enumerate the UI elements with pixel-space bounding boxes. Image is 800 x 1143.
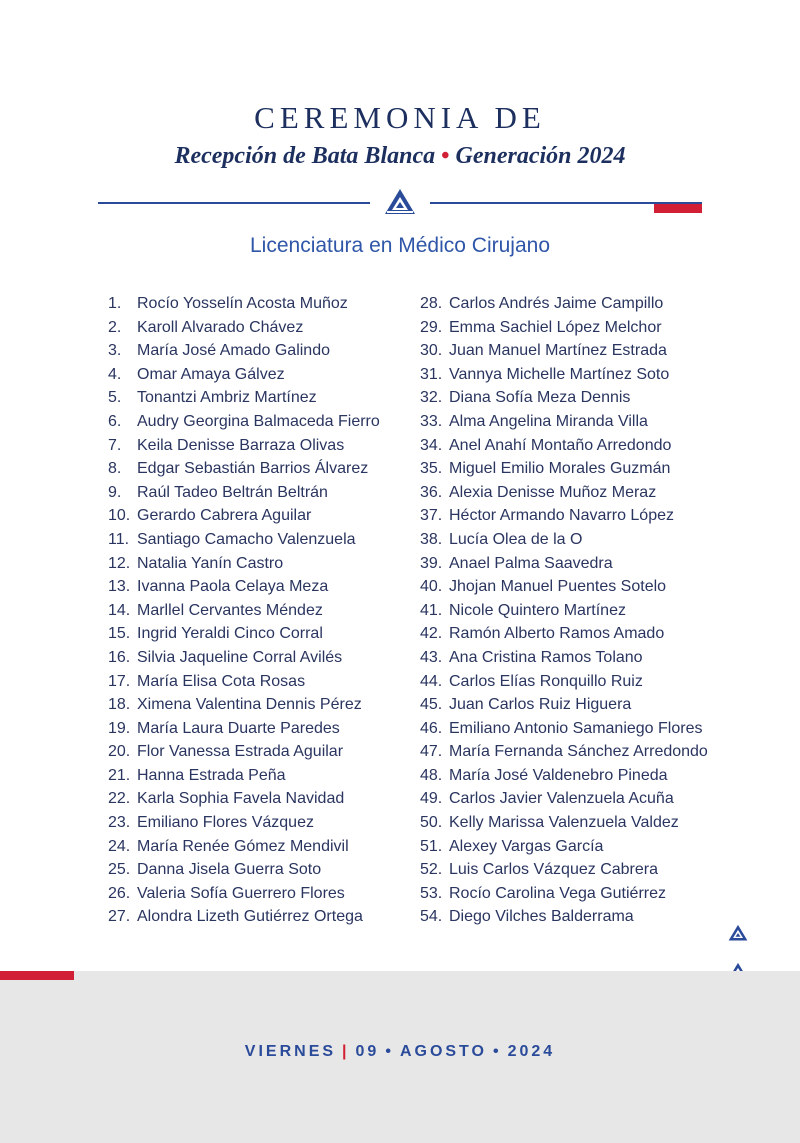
graduate-list-item — [108, 858, 380, 882]
graduate-name: Edgar Sebastián Barrios Álvarez — [137, 460, 369, 478]
graduate-list-item — [420, 457, 708, 481]
graduate-number: 46. — [420, 719, 443, 737]
date-month: AGOSTO — [399, 1043, 487, 1060]
graduate-list-item — [420, 693, 708, 717]
graduate-name: Emiliano Flores Vázquez — [137, 814, 314, 832]
graduate-name: Héctor Armando Navarro López — [449, 507, 674, 525]
graduate-list-item — [108, 528, 380, 552]
graduate-name: Emma Sachiel López Melchor — [449, 318, 662, 336]
graduate-number: 32. — [420, 389, 443, 407]
graduate-number: 50. — [420, 814, 443, 832]
date-separator-dot: • — [385, 1043, 394, 1060]
ceremony-subtitle — [0, 140, 800, 172]
graduate-list-item — [420, 410, 708, 434]
graduate-list-item — [108, 670, 380, 694]
graduate-number: 13. — [108, 578, 131, 596]
graduate-list-item — [108, 481, 380, 505]
graduate-number: 35. — [420, 460, 443, 478]
graduate-number: 38. — [420, 530, 443, 548]
graduate-list-item — [420, 481, 708, 505]
graduate-list-item — [420, 905, 708, 929]
graduate-list-item — [420, 552, 708, 576]
graduate-name: Ana Cristina Ramos Tolano — [449, 648, 643, 666]
graduate-number: 7. — [108, 436, 122, 454]
subtitle-event: Recepción de Bata Blanca — [174, 143, 436, 169]
graduate-number: 33. — [420, 412, 443, 430]
subtitle-generation: Generación 2024 — [455, 143, 626, 169]
graduate-number: 19. — [108, 719, 131, 737]
graduate-list-item — [420, 339, 708, 363]
graduate-name: María Elisa Cota Rosas — [137, 672, 306, 690]
graduate-list-item — [420, 599, 708, 623]
graduate-list-item — [108, 787, 380, 811]
program-name: Licenciatura en Médico Cirujano — [250, 234, 550, 257]
graduate-number: 54. — [420, 908, 443, 926]
graduate-list-item — [420, 811, 708, 835]
graduate-list-item — [108, 292, 380, 316]
graduate-list-item — [108, 693, 380, 717]
university-logo-icon — [384, 188, 416, 216]
graduate-list-item — [108, 434, 380, 458]
graduate-list-item — [108, 316, 380, 340]
graduate-number: 3. — [108, 342, 122, 360]
graduate-number: 40. — [420, 578, 443, 596]
graduate-list-item — [420, 858, 708, 882]
graduate-number: 14. — [108, 601, 131, 619]
graduate-number: 21. — [108, 766, 131, 784]
graduate-list-item — [108, 622, 380, 646]
graduate-name: Anel Anahí Montaño Arredondo — [449, 436, 672, 454]
graduate-name: Vannya Michelle Martínez Soto — [449, 365, 670, 383]
graduate-name: Rocío Carolina Vega Gutiérrez — [449, 884, 666, 902]
graduate-name: Nicole Quintero Martínez — [449, 601, 626, 619]
graduate-list-item — [108, 599, 380, 623]
graduate-name: Omar Amaya Gálvez — [137, 365, 285, 383]
graduate-name: María José Amado Galindo — [137, 342, 330, 360]
graduate-number: 24. — [108, 837, 131, 855]
graduate-number: 17. — [108, 672, 131, 690]
date-year: 2024 — [507, 1043, 556, 1060]
graduate-name: Lucía Olea de la O — [449, 530, 583, 548]
graduate-name: Karoll Alvarado Chávez — [137, 318, 304, 336]
event-date — [0, 1040, 800, 1064]
graduate-list-item — [420, 740, 708, 764]
graduate-number: 47. — [420, 743, 443, 761]
graduates-list-left — [108, 292, 380, 929]
graduate-number: 43. — [420, 648, 443, 666]
graduate-list-item — [420, 835, 708, 859]
graduate-number: 25. — [108, 861, 131, 879]
graduate-name: Flor Vanessa Estrada Aguilar — [137, 743, 344, 761]
graduate-list-item — [108, 646, 380, 670]
graduate-list-item — [108, 552, 380, 576]
graduate-number: 4. — [108, 365, 122, 383]
graduate-list-item — [420, 764, 708, 788]
graduate-number: 27. — [108, 908, 131, 926]
graduate-list-item — [420, 316, 708, 340]
graduate-list-item — [420, 292, 708, 316]
graduate-name: Juan Carlos Ruiz Higuera — [449, 696, 632, 714]
graduate-list-item — [420, 434, 708, 458]
graduate-name: Alexey Vargas García — [449, 837, 604, 855]
graduate-name: María José Valdenebro Pineda — [449, 766, 668, 784]
date-day: 09 — [355, 1043, 380, 1060]
graduate-name: Natalia Yanín Castro — [137, 554, 284, 572]
footer-accent-bar — [0, 971, 74, 980]
graduate-list-item — [108, 386, 380, 410]
graduate-list-item — [420, 363, 708, 387]
graduate-list-item — [420, 575, 708, 599]
graduate-list-item — [420, 717, 708, 741]
graduate-list-item — [420, 504, 708, 528]
graduate-number: 29. — [420, 318, 443, 336]
graduate-number: 30. — [420, 342, 443, 360]
graduate-number: 16. — [108, 648, 131, 666]
graduate-name: María Renée Gómez Mendivil — [137, 837, 349, 855]
graduate-list-item — [420, 386, 708, 410]
graduate-name: Kelly Marissa Valenzuela Valdez — [449, 814, 679, 832]
graduate-list-item — [108, 835, 380, 859]
graduate-name: Tonantzi Ambriz Martínez — [137, 389, 317, 407]
graduate-number: 34. — [420, 436, 443, 454]
graduate-number: 28. — [420, 295, 443, 312]
graduate-name: Raúl Tadeo Beltrán Beltrán — [137, 483, 328, 501]
graduate-list-item — [108, 717, 380, 741]
graduate-name: Carlos Elías Ronquillo Ruiz — [449, 672, 643, 690]
graduate-list-item — [108, 410, 380, 434]
date-separator-bar: | — [342, 1043, 350, 1060]
graduate-list-item — [108, 740, 380, 764]
graduate-list-item — [108, 575, 380, 599]
graduate-number: 39. — [420, 554, 443, 572]
graduate-number: 9. — [108, 483, 122, 501]
graduate-number: 18. — [108, 696, 131, 714]
graduate-name: Diego Vilches Balderrama — [449, 908, 634, 926]
university-logo-icon — [728, 924, 748, 942]
graduate-number: 42. — [420, 625, 443, 643]
date-weekday: VIERNES — [244, 1043, 337, 1060]
date-separator-dot: • — [492, 1043, 502, 1060]
graduate-number: 8. — [108, 460, 122, 478]
graduate-name: Karla Sophia Favela Navidad — [137, 790, 345, 808]
graduate-number: 45. — [420, 696, 443, 714]
graduate-name: Silvia Jaqueline Corral Avilés — [137, 648, 343, 666]
graduate-list-item — [108, 457, 380, 481]
graduate-name: Ximena Valentina Dennis Pérez — [137, 696, 362, 714]
graduate-number: 22. — [108, 790, 131, 808]
graduate-name: Gerardo Cabrera Aguilar — [137, 507, 312, 525]
graduate-list-item — [420, 882, 708, 906]
graduate-name: Danna Jisela Guerra Soto — [137, 861, 322, 879]
graduate-number: 49. — [420, 790, 443, 808]
graduate-name: Emiliano Antonio Samaniego Flores — [449, 719, 703, 737]
graduate-number: 10. — [108, 507, 131, 525]
graduate-number: 5. — [108, 389, 122, 407]
graduate-number: 11. — [108, 530, 130, 548]
graduates-list-right — [420, 292, 708, 929]
graduate-name: Hanna Estrada Peña — [137, 766, 286, 784]
graduate-name: Rocío Yosselín Acosta Muñoz — [137, 295, 348, 312]
graduate-name: Santiago Camacho Valenzuela — [137, 530, 356, 548]
divider-accent-bar — [654, 204, 702, 213]
graduate-number: 51. — [420, 837, 443, 855]
graduate-number: 2. — [108, 318, 122, 336]
graduate-list-item — [108, 363, 380, 387]
graduate-number: 26. — [108, 884, 131, 902]
graduate-name: Ingrid Yeraldi Cinco Corral — [137, 625, 323, 643]
graduate-name: Jhojan Manuel Puentes Sotelo — [449, 578, 667, 596]
graduate-number: 31. — [420, 365, 443, 383]
graduate-list-item — [108, 882, 380, 906]
graduate-name: Marllel Cervantes Méndez — [137, 601, 323, 619]
graduate-list-item — [108, 905, 380, 929]
graduate-number: 12. — [108, 554, 131, 572]
graduate-name: Alondra Lizeth Gutiérrez Ortega — [137, 908, 363, 926]
graduate-name: Luis Carlos Vázquez Cabrera — [449, 861, 658, 879]
graduate-list-item — [420, 622, 708, 646]
subtitle-separator: • — [441, 143, 450, 169]
graduate-name: Valeria Sofía Guerrero Flores — [137, 884, 345, 902]
graduate-number: 15. — [108, 625, 131, 643]
graduate-list-item — [420, 528, 708, 552]
graduate-name: Ramón Alberto Ramos Amado — [449, 625, 665, 643]
graduate-name: Diana Sofía Meza Dennis — [449, 389, 631, 407]
graduate-number: 23. — [108, 814, 131, 832]
graduate-name: Carlos Javier Valenzuela Acuña — [449, 790, 674, 808]
graduate-number: 36. — [420, 483, 443, 501]
graduate-name: Anael Palma Saavedra — [449, 554, 613, 572]
graduate-name: Audry Georgina Balmaceda Fierro — [137, 412, 380, 430]
graduate-list-item — [420, 670, 708, 694]
graduate-name: Carlos Andrés Jaime Campillo — [449, 295, 664, 312]
graduate-name: Ivanna Paola Celaya Meza — [137, 578, 329, 596]
graduate-number: 37. — [420, 507, 443, 525]
graduate-name: Alma Angelina Miranda Villa — [449, 412, 648, 430]
graduate-list-item — [108, 339, 380, 363]
graduate-list-item — [420, 646, 708, 670]
graduate-list-item — [420, 787, 708, 811]
graduate-number: 6. — [108, 412, 122, 430]
graduate-name: Alexia Denisse Muñoz Meraz — [449, 483, 657, 501]
graduate-number: 52. — [420, 861, 443, 879]
graduate-name: Keila Denisse Barraza Olivas — [137, 436, 345, 454]
graduate-number: 53. — [420, 884, 443, 902]
ceremony-title: CEREMONIA DE — [254, 100, 546, 135]
graduate-number: 20. — [108, 743, 131, 761]
graduate-number: 1. — [108, 295, 122, 312]
graduate-number: 48. — [420, 766, 443, 784]
graduate-list-item — [108, 764, 380, 788]
graduate-name: María Fernanda Sánchez Arredondo — [449, 743, 708, 761]
graduate-number: 41. — [420, 601, 443, 619]
graduate-name: Miguel Emilio Morales Guzmán — [449, 460, 671, 478]
graduate-name: María Laura Duarte Paredes — [137, 719, 340, 737]
graduate-list-item — [108, 811, 380, 835]
divider-left — [98, 202, 370, 204]
graduate-list-item — [108, 504, 380, 528]
graduate-number: 44. — [420, 672, 443, 690]
graduate-name: Juan Manuel Martínez Estrada — [449, 342, 667, 360]
